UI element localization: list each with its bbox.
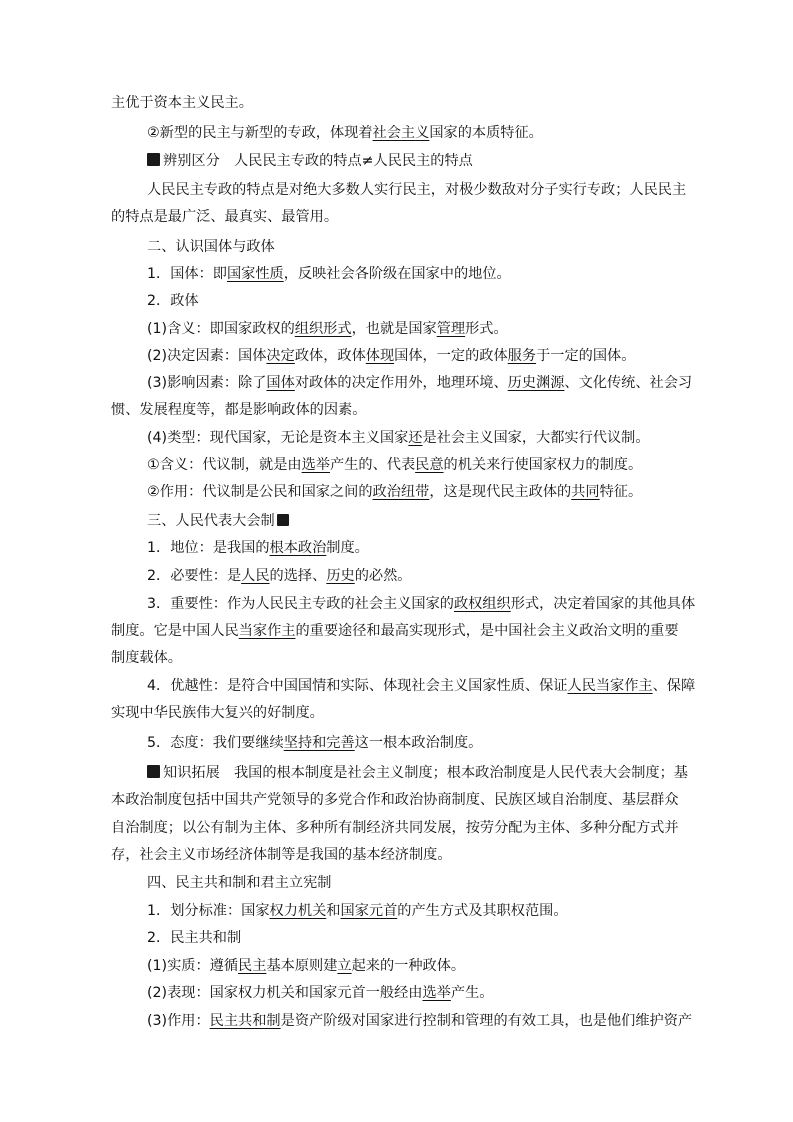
text-line — [111, 400, 366, 420]
underlined-keyword: 坚持和完善 — [283, 735, 355, 751]
text-line — [147, 373, 692, 393]
text-run: 三、人民代表大会制 — [147, 513, 275, 529]
text-run: 实现中华民族伟大复兴的好制度。 — [111, 705, 324, 721]
text-run: 、文化传统、社会习 — [564, 375, 693, 391]
text-line — [111, 790, 679, 810]
section-marker-icon — [147, 765, 160, 778]
underlined-keyword: 国家元首 — [340, 903, 398, 919]
text-run: 的必然。 — [354, 568, 412, 584]
text-run: (3)影响因素：除了 — [147, 375, 267, 391]
text-run: 国体，一定的政体 — [394, 348, 508, 364]
text-run: 自治制度；以公有制为主体、多种所有制经济共同发展，按劳分配为主体、多种分配方式并 — [111, 820, 679, 836]
underlined-keyword: 当家作主 — [238, 623, 296, 639]
underlined-keyword: 社会主义 — [372, 125, 430, 141]
text-run: (1)含义：即国家政权的 — [147, 321, 295, 337]
text-run: 的重要途径和最高实现形式，是中国社会主义政治文明的重要 — [295, 623, 679, 639]
underlined-keyword: 选举 — [301, 457, 330, 473]
text-run: 2．必要性：是 — [147, 568, 242, 584]
text-run: 形式，决定着国家的其他具体 — [510, 596, 696, 612]
text-run: 惯、发展程度等，都是影响政体的因素。 — [111, 402, 367, 418]
text-run: 的产生方式及其职权范围。 — [397, 903, 568, 919]
text-run: 1．划分标准：国家 — [147, 903, 270, 919]
text-line — [147, 455, 642, 475]
text-line — [147, 346, 635, 366]
underlined-keyword: 选举 — [422, 985, 451, 1001]
underlined-keyword: 政治纽带 — [372, 484, 430, 500]
underlined-keyword: 管理 — [436, 321, 466, 337]
text-run: 4．优越性：是符合中国国情和实际、体现社会主义国家性质、保证 — [147, 678, 568, 694]
text-run: 于一定的国体。 — [536, 348, 636, 364]
text-run: 知识拓展 我国的根本制度是社会主义制度；根本政治制度是人民代表大会制度；基 — [163, 765, 688, 781]
text-run: 1．国体：即 — [147, 266, 227, 282]
text-line — [147, 928, 241, 948]
text-run: ①含义：代议制，就是由 — [147, 457, 302, 473]
text-line — [111, 621, 679, 641]
text-line — [111, 845, 452, 865]
underlined-keyword: 立 — [337, 958, 352, 974]
text-line — [147, 763, 688, 783]
text-run: ，这是现代民主政体的 — [429, 484, 572, 500]
text-run: 的特点是最广泛、最真实、最管用。 — [111, 209, 339, 225]
text-run: (1)实质：遵循 — [147, 958, 239, 974]
underlined-keyword: 体现 — [365, 348, 395, 364]
text-line — [111, 93, 253, 113]
underlined-keyword: 决定 — [266, 348, 295, 364]
text-line — [147, 291, 199, 311]
text-line — [147, 873, 331, 893]
text-line — [147, 511, 289, 531]
underlined-keyword: 国家性质 — [226, 266, 284, 282]
text-run: (3)作用： — [147, 1013, 210, 1029]
text-line — [147, 901, 568, 921]
text-run: 2．政体 — [147, 293, 199, 309]
text-line — [147, 319, 508, 339]
text-run: 的选择、 — [269, 568, 327, 584]
text-run: 人民民主专政的特点是对绝大多数人实行民主，对极少数敌对分子实行专政；人民民主 — [147, 182, 687, 198]
text-run: 政体，政体 — [294, 348, 366, 364]
section-marker-icon — [147, 153, 160, 166]
text-line — [147, 538, 369, 558]
underlined-keyword: 人民当家作主 — [567, 678, 653, 694]
underlined-keyword: 历史渊源 — [507, 375, 565, 391]
text-run: 5．态度：我们要继续 — [147, 735, 284, 751]
text-run: 国家的本质特征。 — [429, 125, 543, 141]
text-line — [147, 428, 650, 448]
text-line — [147, 237, 275, 257]
text-run: 基本原则建 — [266, 958, 338, 974]
text-line — [147, 1011, 692, 1031]
text-run: 3．重要性：作为人民民主专政的社会主义国家的 — [147, 596, 454, 612]
underlined-keyword: 民主 — [238, 958, 267, 974]
text-run: 主优于资本主义民主。 — [111, 95, 253, 111]
text-run: 特征。 — [599, 484, 643, 500]
text-run: 四、民主共和制和君主立宪制 — [147, 875, 332, 891]
text-line — [147, 180, 686, 200]
text-run: 辨别区分 人民民主专政的特点≠人民民主的特点 — [163, 153, 473, 169]
text-line — [147, 733, 482, 753]
text-run: 是社会主义国家，大都实行代议制。 — [422, 430, 650, 446]
text-line — [147, 264, 511, 284]
text-line — [111, 818, 679, 838]
text-line — [147, 594, 695, 614]
underlined-keyword: 民主共和制 — [209, 1013, 281, 1029]
text-run: ，反映社会各阶级在国家中的地位。 — [283, 266, 511, 282]
underlined-keyword: 组织形式 — [294, 321, 352, 337]
text-line — [147, 983, 493, 1003]
text-run: 2．民主共和制 — [147, 930, 242, 946]
text-run: 产生的、代表 — [330, 457, 416, 473]
text-line — [147, 676, 695, 696]
text-run: ②新型的民主与新型的专政，体现着 — [147, 125, 373, 141]
text-line — [147, 123, 543, 143]
underlined-keyword: 历史 — [326, 568, 355, 584]
underlined-keyword: 根本政治 — [269, 540, 327, 556]
text-run: 制度载体。 — [111, 650, 182, 666]
text-run: 这一根本政治制度。 — [354, 735, 483, 751]
text-run: 本政治制度包括中国共产党领导的多党合作和政治协商制度、民族区域自治制度、基层群众 — [111, 792, 679, 808]
text-line — [147, 482, 642, 502]
underlined-keyword: 政权组织 — [453, 596, 511, 612]
text-run: 对政体的决定作用外，地理环境、 — [294, 375, 508, 391]
text-line — [147, 151, 473, 171]
text-run: 起来的一种政体。 — [351, 958, 466, 974]
text-line — [111, 207, 338, 227]
text-run: 和 — [326, 903, 341, 919]
text-run: 是资产阶级对国家进行控制和管理的有效工具，也是他们维护资产 — [280, 1013, 693, 1029]
text-run: 1．地位：是我国的 — [147, 540, 270, 556]
text-line — [147, 956, 465, 976]
text-run: 制度。它是中国人民 — [111, 623, 239, 639]
key-point-icon — [277, 514, 289, 526]
text-line — [111, 703, 324, 723]
text-run: 产生。 — [450, 985, 494, 1001]
underlined-keyword: 服务 — [507, 348, 537, 364]
text-run: (2)表现：国家权力机关和国家元首一般经由 — [147, 985, 423, 1001]
underlined-keyword: 人民 — [241, 568, 270, 584]
text-run: 的机关来行使国家权力的制度。 — [443, 457, 643, 473]
underlined-keyword: 还 — [408, 430, 423, 446]
text-run: (4)类型：现代国家，无论是资本主义国家 — [147, 430, 409, 446]
underlined-keyword: 权力机关 — [269, 903, 327, 919]
underlined-keyword: 民意 — [415, 457, 444, 473]
text-run: 形式。 — [465, 321, 508, 337]
text-run: ②作用：代议制是公民和国家之间的 — [147, 484, 373, 500]
text-run: 存，社会主义市场经济体制等是我国的基本经济制度。 — [111, 847, 452, 863]
text-line — [147, 566, 411, 586]
text-run: 、保障 — [652, 678, 696, 694]
underlined-keyword: 国体 — [266, 375, 295, 391]
text-run: 二、认识国体与政体 — [147, 239, 275, 255]
text-run: ，也就是国家 — [351, 321, 437, 337]
text-line — [111, 648, 182, 668]
text-run: (2)决定因素：国体 — [147, 348, 267, 364]
underlined-keyword: 共同 — [571, 484, 600, 500]
text-run: 制度。 — [326, 540, 369, 556]
